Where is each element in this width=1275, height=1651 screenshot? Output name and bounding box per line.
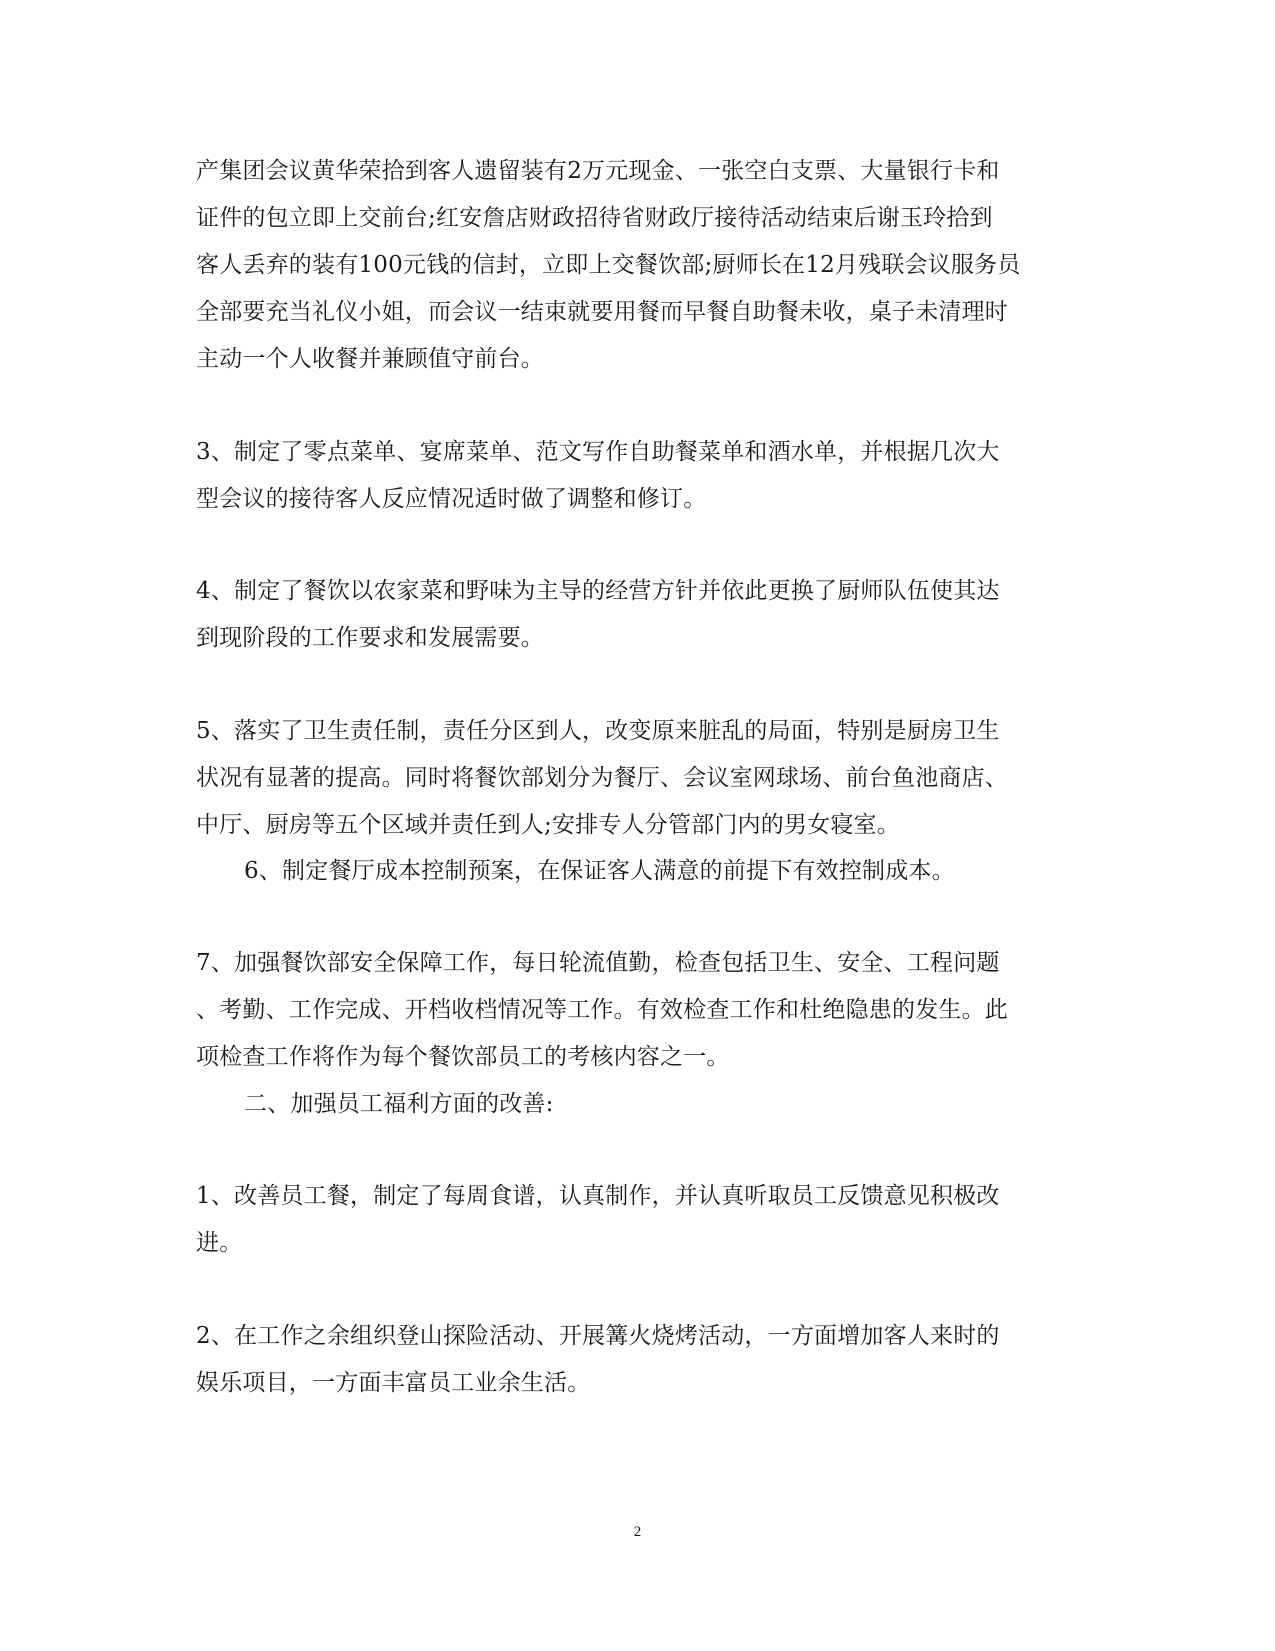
paragraph-line: 进。 bbox=[196, 1230, 243, 1256]
paragraph-line: 主动一个人收餐并兼顾值守前台。 bbox=[196, 346, 544, 372]
paragraph-line: 产集团会议黄华荣拾到客人遗留装有2万元现金、一张空白支票、大量银行卡和 bbox=[196, 158, 1000, 184]
paragraph-line: 到现阶段的工作要求和发展需要。 bbox=[196, 625, 544, 651]
paragraph-line: 、考勤、工作完成、开档收档情况等工作。有效检查工作和杜绝隐患的发生。此 bbox=[196, 997, 1008, 1023]
paragraph-line: 1、改善员工餐，制定了每周食谱，认真制作，并认真听取员工反馈意见积极改 bbox=[196, 1183, 1000, 1209]
paragraph-line: 2、在工作之余组织登山探险活动、开展篝火烧烤活动，一方面增加客人来时的 bbox=[196, 1323, 1000, 1349]
paragraph-line: 状况有显著的提高。同时将餐饮部划分为餐厅、会议室网球场、前台鱼池商店、 bbox=[196, 765, 1008, 791]
paragraph-line: 型会议的接待客人反应情况适时做了调整和修订。 bbox=[196, 486, 707, 512]
section-heading: 二、加强员工福利方面的改善: bbox=[244, 1091, 554, 1117]
paragraph-line: 娱乐项目，一方面丰富员工业余生活。 bbox=[196, 1370, 591, 1396]
paragraph-line: 3、制定了零点菜单、宴席菜单、范文写作自助餐菜单和酒水单，并根据几次大 bbox=[196, 439, 1000, 465]
paragraph-line: 中厅、厨房等五个区域并责任到人;安排专人分管部门内的男女寝室。 bbox=[196, 812, 900, 838]
paragraph-line: 7、加强餐饮部安全保障工作，每日轮流值勤，检查包括卫生、安全、工程问题 bbox=[196, 950, 1000, 976]
paragraph-line: 项检查工作将作为每个餐饮部员工的考核内容之一。 bbox=[196, 1044, 730, 1070]
paragraph-line: 5、落实了卫生责任制，责任分区到人，改变原来脏乱的局面，特别是厨房卫生 bbox=[196, 718, 1000, 744]
paragraph-line: 6、制定餐厅成本控制预案，在保证客人满意的前提下有效控制成本。 bbox=[244, 858, 955, 884]
paragraph-line: 4、制定了餐饮以农家菜和野味为主导的经营方针并依此更换了厨师队伍使其达 bbox=[196, 578, 1000, 604]
paragraph-line: 证件的包立即上交前台;红安詹店财政招待省财政厅接待活动结束后谢玉玲拾到 bbox=[196, 205, 993, 231]
paragraph-line: 客人丢弃的装有100元钱的信封，立即上交餐饮部;厨师长在12月残联会议服务员 bbox=[196, 252, 1021, 278]
page-number: 2 bbox=[633, 1524, 642, 1540]
paragraph-line: 全部要充当礼仪小姐，而会议一结束就要用餐而早餐自助餐未收，桌子未清理时 bbox=[196, 299, 1008, 325]
